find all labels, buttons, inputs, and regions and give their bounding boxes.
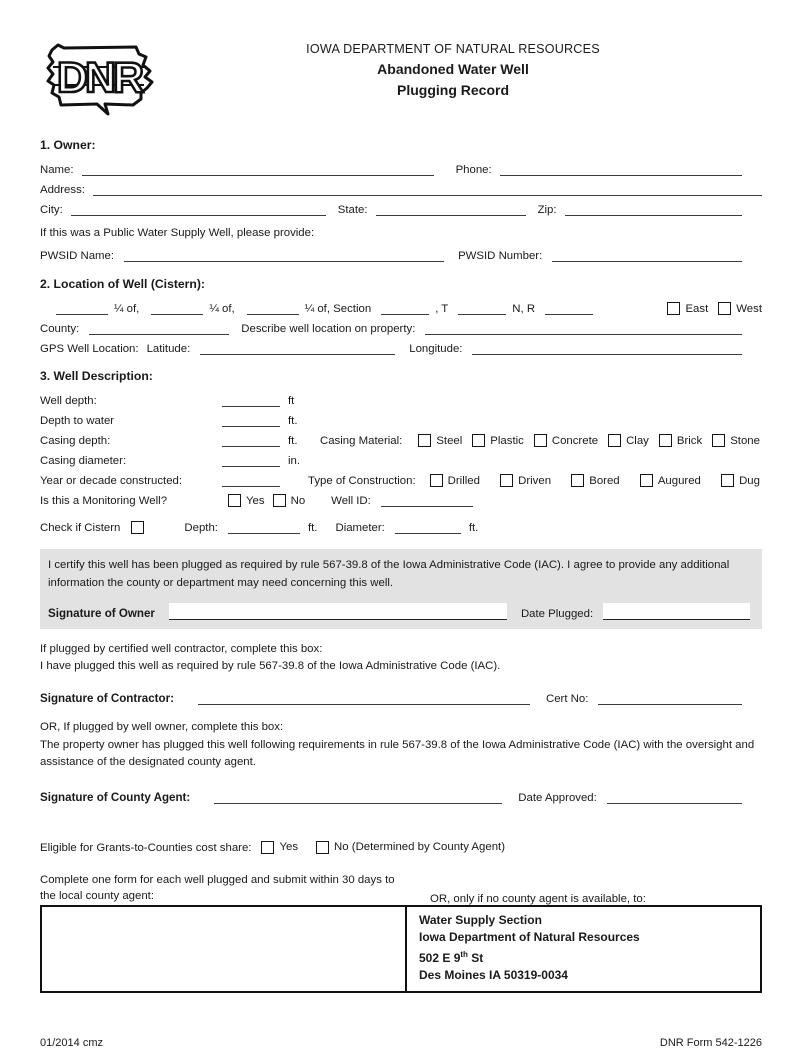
casing-depth-label: Casing depth: xyxy=(40,435,111,447)
construction-driven-option xyxy=(500,474,551,487)
dug-label: Dug xyxy=(739,474,760,487)
stone-label: Stone xyxy=(730,434,760,447)
date-plugged-field[interactable] xyxy=(603,603,750,620)
quarter3-section-label: ¼ of, Section xyxy=(304,303,372,315)
pwsid-row xyxy=(40,243,762,262)
construction-type-label: Type of Construction: xyxy=(308,475,416,487)
driven-checkbox[interactable] xyxy=(500,474,513,487)
year-constructed-label: Year or decade constructed: xyxy=(40,475,183,487)
phone-label: Phone: xyxy=(455,164,492,176)
latitude-field[interactable] xyxy=(200,340,395,355)
construction-augured-option xyxy=(640,474,701,487)
longitude-field[interactable] xyxy=(472,340,742,355)
concrete-label: Concrete xyxy=(551,434,599,447)
construction-drilled-option xyxy=(430,474,480,487)
pwsid-name-field[interactable] xyxy=(124,247,444,262)
well-depth-unit: ft xyxy=(288,395,295,407)
drilled-label: Drilled xyxy=(447,474,480,487)
county-agent-signature-label: Signature of County Agent: xyxy=(40,790,191,804)
grants-no-option xyxy=(316,841,505,854)
casing-brick-option xyxy=(659,434,702,447)
year-constructed-field[interactable] xyxy=(222,472,280,487)
cistern-depth-unit: ft. xyxy=(307,522,318,534)
cert-no-label: Cert No: xyxy=(545,693,589,706)
cistern-diameter-unit: ft. xyxy=(468,522,479,534)
casing-depth-field[interactable] xyxy=(222,432,280,447)
owner-address-field[interactable] xyxy=(93,181,762,196)
well-id-label: Well ID: xyxy=(331,495,371,507)
dnr-address-cell xyxy=(407,907,760,991)
casing-concrete-option xyxy=(534,434,598,447)
address-line2: Iowa Department of Natural Resources xyxy=(419,929,640,944)
address-line4: Des Moines IA 50319-0034 xyxy=(419,967,568,982)
date-approved-label: Date Approved: xyxy=(518,791,597,804)
owner-zip-field[interactable] xyxy=(565,201,742,216)
construction-type-options xyxy=(430,474,760,487)
header xyxy=(40,34,762,126)
form-title-line2: Plugging Record xyxy=(397,82,509,98)
cistern-depth-label: Depth: xyxy=(184,522,218,534)
construction-dug-option xyxy=(721,474,760,487)
contractor-statement: I have plugged this well as required by rule 567-39.8 of the Iowa Administrative Code (IAC). xyxy=(40,660,501,673)
latitude-label: Latitude: xyxy=(146,343,191,355)
cistern-row xyxy=(40,515,762,534)
address-line3 xyxy=(419,946,748,967)
well-depth-label: Well depth: xyxy=(40,395,97,407)
submission-left-instruction: Complete one form for each well plugged and submit within 30 days to the local county agent: xyxy=(40,873,395,903)
casing-plastic-option xyxy=(472,434,524,447)
footer-form-number: DNR Form 542-1226 xyxy=(659,1036,762,1049)
grants-label: Eligible for Grants-to-Counties cost share: xyxy=(40,841,252,854)
pwsid-name-label: PWSID Name: xyxy=(40,250,115,262)
depth-to-water-field[interactable] xyxy=(222,412,280,427)
dug-checkbox[interactable] xyxy=(721,474,734,487)
footer xyxy=(40,1037,762,1049)
monitoring-yes-option xyxy=(228,494,265,507)
cistern-depth-field[interactable] xyxy=(228,519,300,534)
address-line1: Water Supply Section xyxy=(419,912,542,927)
year-constructed-row xyxy=(40,468,762,487)
longitude-label: Longitude: xyxy=(409,343,463,355)
submission-instructions xyxy=(40,872,762,905)
county-agent-statement: The property owner has plugged this well following requirements in rule 567-39.8 of the Iowa Administrative Code (IAC) with the oversight and assistance of the designated county agent. xyxy=(40,739,755,769)
footer-revision: 01/2014 cmz xyxy=(40,1036,103,1049)
augured-label: Augured xyxy=(657,474,701,487)
quarter-row xyxy=(40,296,762,315)
grants-no-checkbox[interactable] xyxy=(316,841,329,854)
casing-stone-option xyxy=(712,434,760,447)
mailing-address-box xyxy=(40,905,762,993)
steel-checkbox[interactable] xyxy=(418,434,431,447)
cistern-option xyxy=(40,521,144,534)
township-label: , T xyxy=(435,303,449,315)
west-checkbox[interactable] xyxy=(718,302,731,315)
depth-to-water-row xyxy=(40,408,762,427)
east-option xyxy=(667,302,708,315)
cert-no-field[interactable] xyxy=(598,690,742,705)
county-agent-intro: OR, If plugged by well owner, complete this box: xyxy=(40,721,284,734)
pwsid-number-label: PWSID Number: xyxy=(458,250,543,262)
address-street-suffix: St xyxy=(467,950,484,965)
iowa-dnr-logo-icon xyxy=(40,36,162,122)
augured-checkbox[interactable] xyxy=(640,474,653,487)
submission-right-instruction: OR, only if no county agent is available, to: xyxy=(430,892,646,905)
monitoring-no-checkbox[interactable] xyxy=(273,494,286,507)
owner-name-field[interactable] xyxy=(82,161,434,176)
grants-yes-label: Yes xyxy=(279,841,299,854)
monitoring-yes-label: Yes xyxy=(246,494,265,507)
east-label: East xyxy=(685,302,709,315)
owner-city-field[interactable] xyxy=(71,201,326,216)
monitoring-well-row xyxy=(40,488,762,507)
name-label: Name: xyxy=(40,164,74,176)
gps-label: GPS Well Location: xyxy=(40,343,139,355)
construction-bored-option xyxy=(571,474,619,487)
brick-label: Brick xyxy=(676,434,703,447)
certification-text: I certify this well has been plugged as required by rule 567-39.8 of the Iowa Administrative Code (IAC). I agree to provide any additional information the county or department may need concerning this well. xyxy=(48,559,730,589)
form-title-line1: Abandoned Water Well xyxy=(377,61,529,77)
range-label: N, R xyxy=(512,303,536,315)
casing-diameter-field[interactable] xyxy=(222,452,280,467)
quarter2-field[interactable] xyxy=(151,300,203,315)
quarter2-label: ¼ of, xyxy=(209,303,235,315)
well-section-heading: 3. Well Description: xyxy=(40,369,153,383)
gps-row xyxy=(40,336,762,355)
well-id-field[interactable] xyxy=(381,492,473,507)
casing-depth-row xyxy=(40,428,762,447)
describe-location-label: Describe well location on property: xyxy=(241,323,416,335)
casing-material-label: Casing Material: xyxy=(320,435,403,447)
clay-checkbox[interactable] xyxy=(608,434,621,447)
location-section-heading: 2. Location of Well (Cistern): xyxy=(40,277,205,291)
city-label: City: xyxy=(40,204,63,216)
cistern-checkbox[interactable] xyxy=(131,521,144,534)
county-field[interactable] xyxy=(89,320,229,335)
address-street-ordinal: th xyxy=(460,949,468,959)
state-label: State: xyxy=(337,204,368,216)
stone-checkbox[interactable] xyxy=(712,434,725,447)
brick-checkbox[interactable] xyxy=(659,434,672,447)
monitoring-well-label: Is this a Monitoring Well? xyxy=(40,495,168,507)
casing-depth-unit: ft. xyxy=(288,435,298,447)
range-field[interactable] xyxy=(545,300,593,315)
zip-label: Zip: xyxy=(537,204,557,216)
grants-yes-checkbox[interactable] xyxy=(261,841,274,854)
drilled-checkbox[interactable] xyxy=(430,474,443,487)
casing-steel-option xyxy=(418,434,462,447)
casing-diameter-label: Casing diameter: xyxy=(40,455,127,467)
casing-diameter-unit: in. xyxy=(288,455,301,467)
county-agent-address-cell xyxy=(42,907,407,991)
logo-text: DNR xyxy=(56,54,142,102)
east-checkbox[interactable] xyxy=(667,302,680,315)
pws-intro: If this was a Public Water Supply Well, please provide: xyxy=(40,227,315,239)
contractor-signature-label: Signature of Contractor: xyxy=(40,692,174,706)
owner-city-row xyxy=(40,197,762,216)
quarter1-field[interactable] xyxy=(56,300,108,315)
monitoring-yes-checkbox[interactable] xyxy=(228,494,241,507)
west-option xyxy=(718,302,762,315)
grants-no-label: No (Determined by County Agent) xyxy=(334,841,505,854)
quarter3-field[interactable] xyxy=(247,300,299,315)
owner-phone-field[interactable] xyxy=(500,161,742,176)
cistern-diameter-field[interactable] xyxy=(395,519,461,534)
plastic-checkbox[interactable] xyxy=(472,434,485,447)
monitoring-no-option xyxy=(273,494,306,507)
well-location-description-field[interactable] xyxy=(425,320,742,335)
address-street: 502 E 9 xyxy=(419,950,461,965)
depth-to-water-unit: ft. xyxy=(288,415,298,427)
grants-row xyxy=(40,835,762,854)
date-plugged-label: Date Plugged: xyxy=(520,608,594,621)
quarter1-label: ¼ of, xyxy=(114,303,140,315)
contractor-signature-field[interactable] xyxy=(198,690,530,705)
clay-label: Clay xyxy=(626,434,649,447)
bored-label: Bored xyxy=(589,474,620,487)
well-depth-row xyxy=(40,388,762,407)
owner-address-row xyxy=(40,177,762,196)
driven-label: Driven xyxy=(518,474,552,487)
owner-signature-row xyxy=(48,602,752,620)
concrete-checkbox[interactable] xyxy=(534,434,547,447)
address-label: Address: xyxy=(40,184,85,196)
owner-section-heading: 1. Owner: xyxy=(40,138,96,152)
county-agent-signature-row xyxy=(40,785,762,804)
casing-diameter-row xyxy=(40,448,762,467)
township-field[interactable] xyxy=(458,300,506,315)
contractor-intro: If plugged by certified well contractor, complete this box: xyxy=(40,643,323,656)
contractor-signature-row xyxy=(40,686,762,705)
west-label: West xyxy=(736,302,762,315)
grants-yes-option xyxy=(261,841,298,854)
certification-box xyxy=(40,549,762,629)
pwsid-number-field[interactable] xyxy=(552,247,742,262)
depth-to-water-label: Depth to water xyxy=(40,415,115,427)
section-field[interactable] xyxy=(381,300,429,315)
bored-checkbox[interactable] xyxy=(571,474,584,487)
casing-material-options xyxy=(418,434,760,447)
steel-label: Steel xyxy=(436,434,463,447)
owner-signature-label: Signature of Owner xyxy=(48,607,155,621)
plastic-label: Plastic xyxy=(490,434,524,447)
monitoring-no-label: No xyxy=(290,494,306,507)
cistern-label: Check if Cistern xyxy=(40,521,121,534)
well-depth-field[interactable] xyxy=(222,392,280,407)
date-approved-field[interactable] xyxy=(607,789,742,804)
owner-state-field[interactable] xyxy=(376,201,526,216)
owner-name-row xyxy=(40,157,762,176)
casing-clay-option xyxy=(608,434,649,447)
county-agent-signature-field[interactable] xyxy=(214,789,502,804)
county-label: County: xyxy=(40,323,80,335)
county-row xyxy=(40,316,762,335)
cistern-diameter-label: Diameter: xyxy=(335,522,385,534)
owner-signature-field[interactable] xyxy=(169,603,507,620)
agency-name: IOWA DEPARTMENT OF NATURAL RESOURCES xyxy=(306,42,600,56)
